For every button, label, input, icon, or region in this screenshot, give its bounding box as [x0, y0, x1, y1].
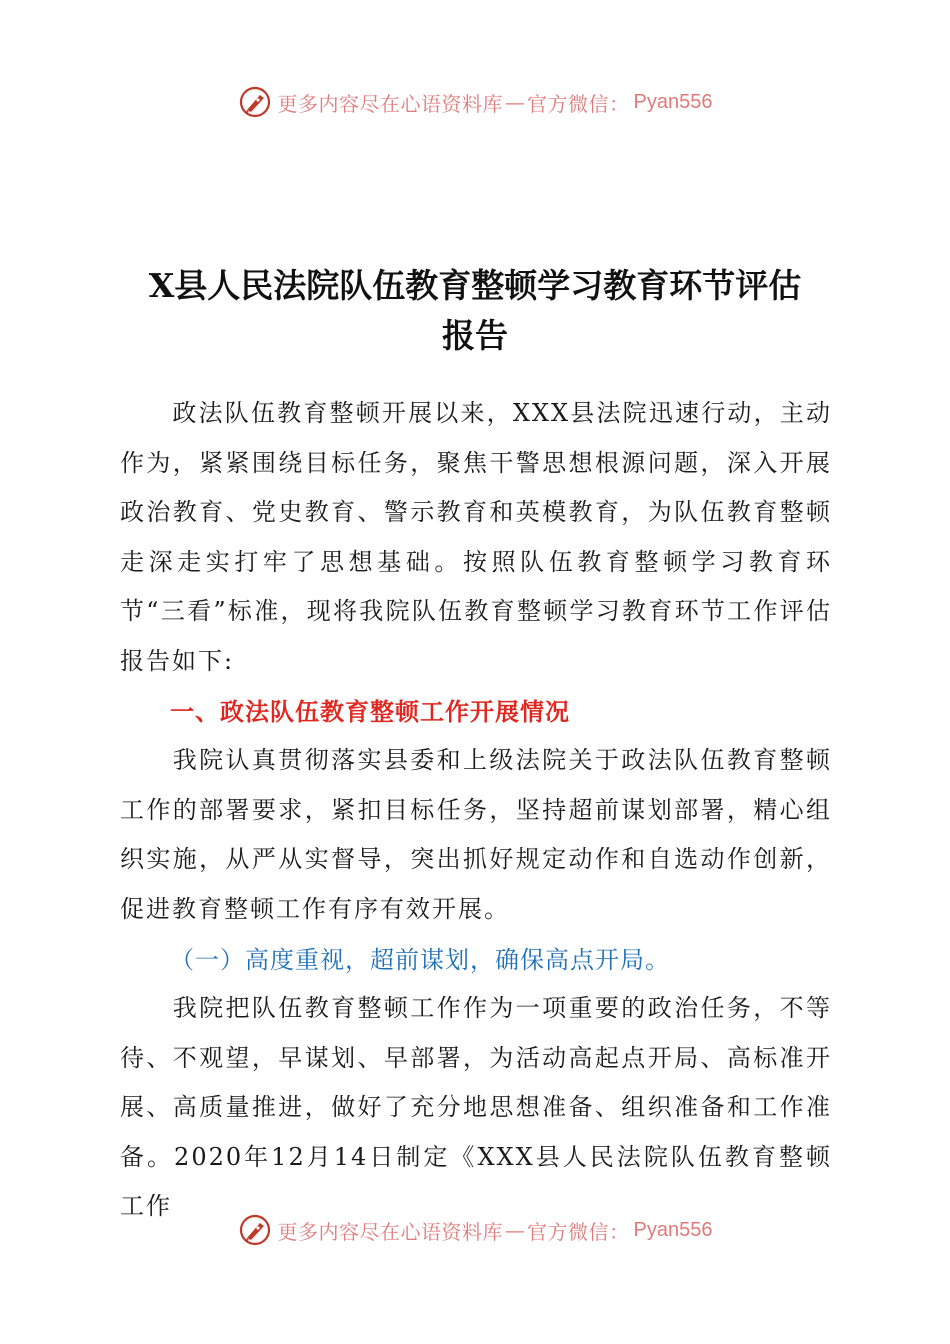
- watermark-banner-bottom: [0, 1208, 950, 1252]
- watermark-banner-top: [0, 80, 950, 124]
- watermark-id: Pyan556: [633, 90, 713, 113]
- section-body-paragraph: 我院认真贯彻落实县委和上级法院关于政法队伍教育整顿工作的部署要求，紧扣目标任务，坚持超前谋划部署，精心组织实施，从严从实督导，突出抓好规定动作和自选动作创新，促进教育整顿工作有序有效开展。: [120, 746, 832, 923]
- watermark-separator: —: [505, 1218, 526, 1242]
- watermark-text: 更多内容尽在心语资料库: [277, 91, 504, 116]
- pen-nib-logo-icon: [238, 1213, 272, 1247]
- document-title-line1: X县人民法院队伍教育整顿学习教育环节评估: [148, 266, 802, 305]
- watermark-id: Pyan556: [633, 1218, 713, 1241]
- watermark-text: 更多内容尽在心语资料库: [277, 1219, 504, 1244]
- subsection-body-paragraph: 我院把队伍教育整顿工作作为一项重要的政治任务，不等待、不观望，早谋划、早部署，为活动高起点开局、高标准开展、高质量推进，做好了充分地思想准备、组织准备和工作准备。2020年12月14日制定《XXX县人民法院队伍教育整顿工作: [120, 994, 832, 1220]
- section-heading: 一、政法队伍教育整顿工作开展情况: [170, 698, 570, 726]
- watermark-separator: —: [505, 90, 526, 114]
- document-title-line2: 报告: [442, 316, 508, 355]
- pen-nib-logo-icon: [238, 85, 272, 119]
- watermark-label: 官方微信：: [527, 91, 630, 116]
- intro-paragraph: 政法队伍教育整顿开展以来，XXX县法院迅速行动，主动作为，紧紧围绕目标任务，聚焦干警思想根源问题，深入开展政治教育、党史教育、警示教育和英模教育，为队伍教育整顿走深走实打牢了思想基础。按照队伍教育整顿学习教育环节“三看”标准，现将我院队伍教育整顿学习教育环节工作评估报告如下:: [120, 399, 832, 675]
- watermark-label: 官方微信：: [527, 1219, 630, 1244]
- subsection-heading: （一）高度重视，超前谋划，确保高点开局。: [170, 946, 670, 974]
